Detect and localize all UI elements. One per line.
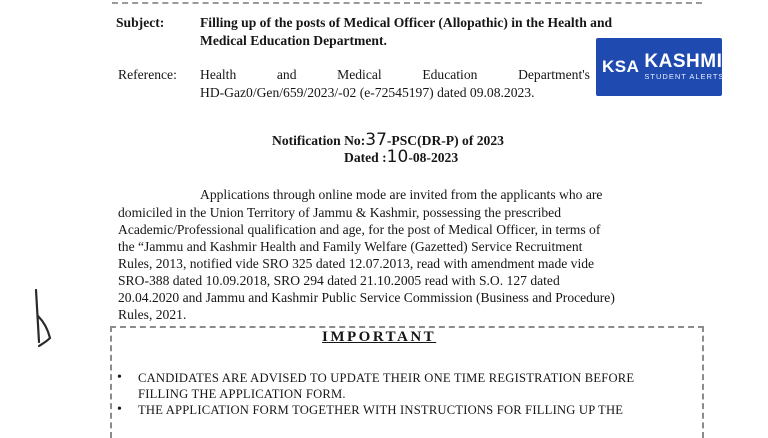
important-title: IMPORTANT xyxy=(322,329,437,345)
body-line: the “Jammu and Kashmir Health and Family Welfare (Gazetted) Service Recruitment xyxy=(118,239,583,254)
logo-name: KASHMIR xyxy=(644,51,737,72)
important-item-1-line-1: CANDIDATES ARE ADVISED TO UPDATE THEIR ONE TIME REGISTRATION BEFORE xyxy=(138,371,635,385)
important-item-2-line-1: THE APPLICATION FORM TOGETHER WITH INSTRUCTIONS FOR FILLING UP THE xyxy=(138,403,624,417)
body-line: Rules, 2013, notified vide SRO 325 dated 12.07.2013, read with amendment made vide xyxy=(118,256,595,271)
reference-label: Reference: xyxy=(118,67,177,82)
top-dashed-border xyxy=(112,2,702,4)
subject-line-2: Medical Education Department. xyxy=(200,33,387,48)
notification-date xyxy=(344,148,458,167)
bullet-icon: • xyxy=(117,370,122,385)
date-rest: -08-2023 xyxy=(408,150,459,165)
reference-word: Medical xyxy=(337,67,382,82)
subject-line-1: Filling up of the posts of Medical Officer (Allopathic) in the Health and xyxy=(200,15,613,30)
handwritten-number: 37 xyxy=(365,130,387,150)
reference-word: Health xyxy=(200,67,237,82)
body-line: Rules, 2021. xyxy=(118,307,187,322)
reference-line-2: HD-Gaz0/Gen/659/2023/-02 (e-72545197) dated 09.08.2023. xyxy=(200,85,535,100)
handwritten-day: 10 xyxy=(386,147,409,167)
body-line: Applications through online mode are invited from the applicants who are xyxy=(200,187,603,202)
bullet-icon: • xyxy=(117,402,122,417)
logo-text-group xyxy=(644,52,736,82)
notification-prefix: Notification No: xyxy=(272,133,366,148)
body-line: Academic/Professional qualification and age, for the post of Medical Officer, in terms of xyxy=(118,222,601,237)
reference-line-1 xyxy=(200,66,590,84)
body-line: SRO-388 dated 10.09.2018, SRO 294 dated 21.10.2005 read with S.O. 127 dated xyxy=(118,273,560,288)
body-line: domiciled in the Union Territory of Jammu & Kashmir, possessing the prescribed xyxy=(118,205,561,220)
reference-word: Education xyxy=(422,67,478,82)
logo-short: KSA xyxy=(602,57,640,76)
logo-tagline: STUDENT ALERTS xyxy=(644,72,725,81)
subject-label: Subject: xyxy=(116,15,165,30)
reference-word: and xyxy=(276,67,297,82)
notification-suffix: -PSC(DR-P) of 2023 xyxy=(386,133,504,148)
reference-word: Department's xyxy=(518,67,590,82)
dated-label: Dated : xyxy=(344,150,387,165)
body-line: 20.04.2020 and Jammu and Kashmir Public Service Commission (Business and Procedure) xyxy=(118,290,615,305)
pen-scribble-mark xyxy=(30,286,56,356)
kashmir-student-alerts-logo xyxy=(596,38,737,96)
important-item-1-line-2: FILLING THE APPLICATION FORM. xyxy=(138,387,346,401)
